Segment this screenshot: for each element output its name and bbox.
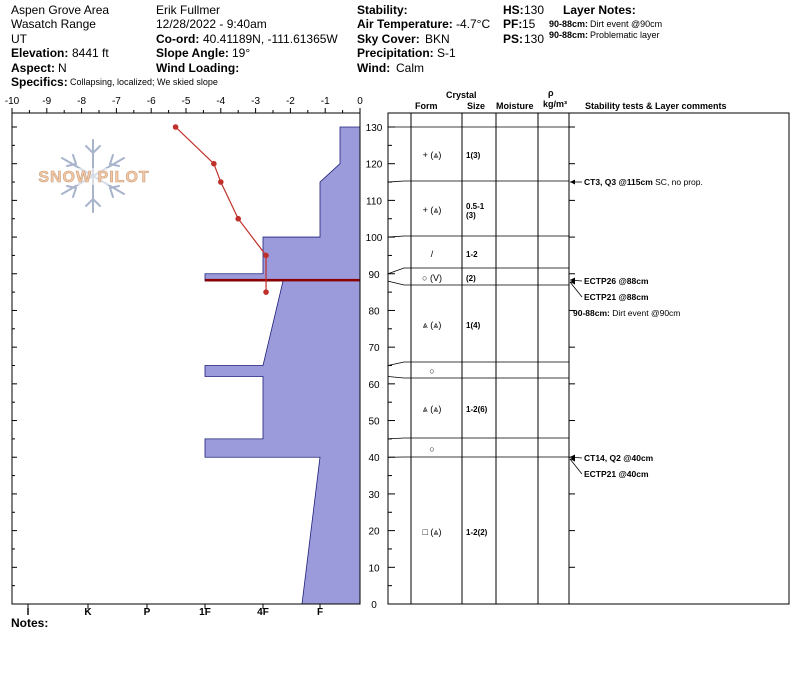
pf-value: 15 <box>522 17 536 31</box>
wind-loading-label: Wind Loading: <box>156 61 240 75</box>
temp-tick-label: -7 <box>111 96 121 107</box>
temp-tick-label: -9 <box>42 96 52 107</box>
layer-boundary <box>388 181 569 182</box>
stability-test <box>584 292 649 302</box>
state: UT <box>11 32 27 46</box>
height-tick-label: 90 <box>368 269 380 281</box>
coord-label: Co-ord: <box>156 32 200 46</box>
layer-note-text: Dirt event @90cm <box>590 19 663 29</box>
stability-test <box>584 276 649 286</box>
layer-note-label: 90-88cm: <box>549 30 589 40</box>
temperature-point <box>211 161 217 167</box>
grain-size: (2) <box>466 274 476 283</box>
grain-form: ○ <box>429 444 435 454</box>
stability-test-label: ECTP26 @88cm <box>584 276 649 286</box>
stability-test-label: 90-88cm: <box>573 308 610 318</box>
range: Wasatch Range <box>11 17 96 31</box>
grain-size: 0.5-1 <box>466 202 485 211</box>
hardness-tick-label: P <box>143 607 151 618</box>
temp-tick-label: -8 <box>77 96 87 107</box>
grain-size: 1-2(6) <box>466 405 488 414</box>
height-tick-label: 20 <box>368 526 380 538</box>
density-unit-header: kg/m³ <box>543 99 568 109</box>
ps-value: 130 <box>524 32 545 46</box>
temperature-point <box>173 124 179 130</box>
temp-tick-label: -10 <box>4 96 20 107</box>
height-tick-label: 110 <box>366 196 382 208</box>
temp-tick-label: -2 <box>285 96 295 107</box>
stability-arrow <box>570 282 582 297</box>
slope-value: 19° <box>232 46 251 60</box>
datetime: 12/28/2022 - 9:40am <box>156 17 267 31</box>
height-tick-label: 80 <box>368 306 380 318</box>
grain-form: ○ <box>429 366 435 376</box>
ps-label: PS: <box>503 32 524 46</box>
location: Aspen Grove Area <box>11 3 110 17</box>
stability-test-note: Dirt event @90cm <box>609 308 681 318</box>
hs-value: 130 <box>524 3 545 17</box>
temp-tick-label: -6 <box>146 96 156 107</box>
stability-arrow <box>570 459 582 474</box>
layer-boundary <box>388 268 569 274</box>
stability-header: Stability tests & Layer comments <box>585 101 727 111</box>
height-tick-label: 130 <box>365 123 383 134</box>
stability-test-label: ECTP21 @88cm <box>584 292 649 302</box>
observer: Erik Fullmer <box>156 3 221 17</box>
layer-boundary <box>388 377 569 378</box>
hardness-tick-label: F <box>316 607 324 618</box>
temp-tick-label: -1 <box>320 96 330 107</box>
stability-test-label: CT3, Q3 @115cm <box>584 177 653 187</box>
hardness-tick-label: 1F <box>199 607 211 618</box>
stability-test-label: ECTP21 @40cm <box>584 469 649 479</box>
airtemp-value: -4.7°C <box>456 17 491 31</box>
grain-form: □ (⩓) <box>422 527 442 537</box>
height-tick-label: 50 <box>368 416 380 428</box>
aspect-label: Aspect: <box>11 61 56 75</box>
height-tick-label: 100 <box>365 233 383 245</box>
temperature-point <box>235 216 241 222</box>
grain-size: (3) <box>466 211 476 220</box>
pf-label: PF: <box>503 17 523 31</box>
airtemp-label: Air Temperature: <box>357 17 453 31</box>
hardness-tick-label: 4F <box>257 607 269 618</box>
layer-boundary <box>388 281 569 285</box>
precip-label: Precipitation: <box>357 46 434 60</box>
stability-test <box>584 177 703 187</box>
stability-test-label: CT14, Q2 @40cm <box>584 453 654 463</box>
layer-boundary <box>388 236 569 237</box>
size-header: Size <box>467 101 486 111</box>
stability-test-note: SC, no prop. <box>652 177 703 187</box>
elevation-value: 8441 ft <box>72 46 109 60</box>
temp-tick-label: -4 <box>216 96 226 107</box>
layer-boundary <box>388 362 569 366</box>
moisture-header: Moisture <box>496 101 534 111</box>
temperature-point <box>263 253 269 259</box>
precip-value: S-1 <box>437 46 456 60</box>
temp-tick-label: 0 <box>357 96 363 107</box>
problem-layer-line <box>205 279 360 282</box>
snowpilot-watermark <box>34 140 154 212</box>
notes-label: Notes: <box>11 616 49 630</box>
grain-size: 1(3) <box>466 151 481 160</box>
grain-form: / <box>430 249 434 259</box>
arrow-head-icon <box>570 180 575 185</box>
sky-label: Sky Cover: <box>357 32 420 46</box>
height-tick-label: 0 <box>371 600 377 611</box>
layer-note-text: Problematic layer <box>590 30 660 40</box>
coord-value: 40.41189N, -111.61365W <box>203 32 338 46</box>
stability-test <box>584 469 649 479</box>
height-tick-label: 60 <box>368 379 380 391</box>
grain-size: 1-2(2) <box>466 528 488 537</box>
elevation-label: Elevation: <box>11 46 69 60</box>
hardness-tick-label: K <box>84 607 92 618</box>
grain-size: 1(4) <box>466 321 481 330</box>
temperature-point <box>218 179 224 185</box>
temperature-point <box>263 289 269 295</box>
grain-form: ⩓ (⩓) <box>422 320 442 330</box>
temp-tick-label: -5 <box>181 96 191 107</box>
form-header: Form <box>415 101 438 111</box>
crystal-header: Crystal <box>446 90 477 100</box>
specifics-value: Collapsing, localized; We skied slope <box>70 77 218 87</box>
rho-header: ρ <box>548 88 554 98</box>
height-tick-label: 40 <box>368 453 380 465</box>
height-tick-label: 10 <box>368 563 380 575</box>
height-tick-label: 70 <box>368 343 380 355</box>
height-tick-label: 30 <box>368 489 380 501</box>
temperature-line <box>176 127 266 292</box>
watermark-text: SNOW PILOT <box>38 169 150 186</box>
layer-note-label: 90-88cm: <box>549 19 589 29</box>
wind-value: Calm <box>396 61 425 75</box>
slope-label: Slope Angle: <box>156 46 229 60</box>
grain-size: 1-2 <box>466 250 478 259</box>
layer-boundary <box>388 438 569 439</box>
stability-label: Stability: <box>357 3 408 17</box>
aspect-value: N <box>58 61 67 75</box>
specifics-label: Specifics: <box>11 75 68 89</box>
wind-label: Wind: <box>357 61 391 75</box>
temp-tick-label: -3 <box>251 96 261 107</box>
hs-label: HS: <box>503 3 524 17</box>
hardness-tick-label: I <box>26 607 30 618</box>
stability-test <box>573 308 680 318</box>
height-tick-label: 120 <box>365 159 383 171</box>
sky-value: BKN <box>425 32 450 46</box>
grain-form: ○ (V) <box>422 273 442 283</box>
grain-form: + (⩓) <box>422 150 442 160</box>
stability-test <box>584 453 654 463</box>
grain-form: + (⩓) <box>422 205 442 215</box>
grain-form: ⩓ (⩓) <box>422 404 442 414</box>
layer-notes-title: Layer Notes: <box>563 3 636 17</box>
